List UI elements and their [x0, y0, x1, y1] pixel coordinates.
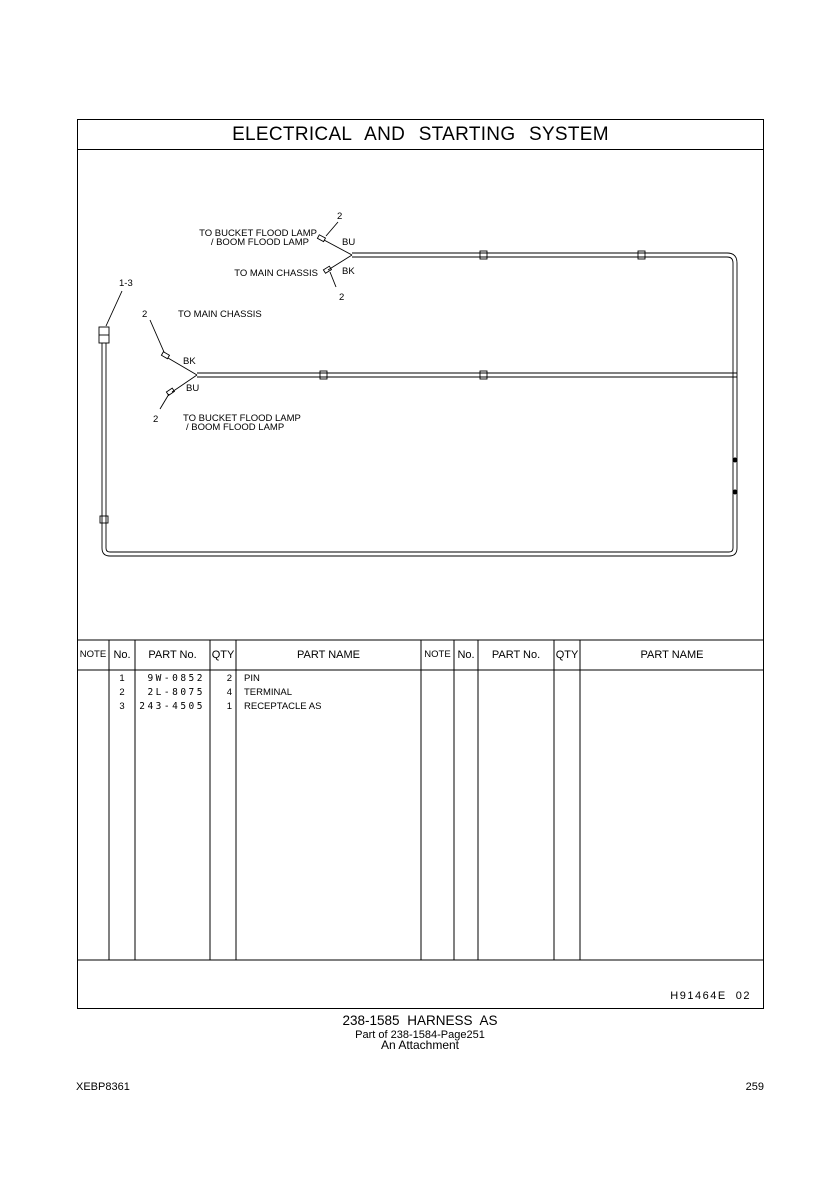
lower-wire-bu: BU [186, 383, 200, 394]
drawing-id: H91464E 02 [670, 990, 751, 1002]
upper-label-top-1: TO BUCKET FLOOD LAMP [199, 228, 317, 239]
caption-title: 238-1585 HARNESS AS [342, 1013, 498, 1028]
row-3-qty: 1 [226, 701, 232, 712]
header-note-left: NOTE [79, 649, 107, 660]
upper-callout-bottom: 2 [339, 292, 345, 303]
document-id: XEBP8361 [76, 1081, 130, 1093]
upper-wire-bk: BK [342, 266, 355, 277]
header-qty-left: QTY [211, 649, 235, 661]
lower-wire-bk: BK [183, 356, 196, 367]
caption-attachment: An Attachment [380, 1038, 460, 1052]
row-2-qty: 4 [226, 687, 232, 698]
row-1-partno: 9W-0852 [147, 673, 205, 684]
upper-wire-bu: BU [342, 237, 356, 248]
header-partname-left: PART NAME [297, 649, 360, 661]
header-partno-left: PART No. [148, 649, 197, 661]
header-partname-right: PART NAME [640, 649, 704, 661]
header-qty-right: QTY [555, 649, 579, 661]
header-partno-right: PART No. [491, 649, 541, 661]
parts-table [77, 640, 764, 960]
row-2-partname: TERMINAL [244, 687, 293, 698]
page-title: ELECTRICAL AND STARTING SYSTEM [78, 120, 763, 150]
row-3-no: 3 [119, 701, 125, 712]
page-number: 259 [745, 1081, 764, 1093]
row-1-qty: 2 [226, 673, 232, 684]
header-no-left: No. [113, 649, 131, 661]
caption-part-of: Part of 238-1584-Page251 [355, 1029, 485, 1041]
header-note-right: NOTE [424, 649, 451, 660]
lower-callout-bottom: 2 [153, 414, 159, 425]
row-1-partname: PIN [244, 673, 260, 684]
lower-callout-top: 2 [142, 309, 148, 320]
row-1-no: 1 [119, 673, 125, 684]
row-2-no: 2 [119, 687, 125, 698]
lower-label-bottom-1: TO BUCKET FLOOD LAMP [183, 413, 301, 424]
lower-label-top: TO MAIN CHASSIS [178, 309, 262, 320]
header-no-right: No. [457, 649, 475, 661]
upper-label-top-2: / BOOM FLOOD LAMP [210, 237, 309, 248]
row-2-partno: 2L-8075 [147, 687, 205, 698]
row-3-partno: 243-4505 [139, 701, 205, 712]
lower-label-bottom-2: / BOOM FLOOD LAMP [186, 422, 285, 433]
upper-label-bottom: TO MAIN CHASSIS [234, 268, 318, 279]
row-3-partname: RECEPTACLE AS [244, 701, 322, 712]
receptacle-callout: 1-3 [119, 278, 133, 289]
upper-callout-top: 2 [337, 211, 343, 222]
